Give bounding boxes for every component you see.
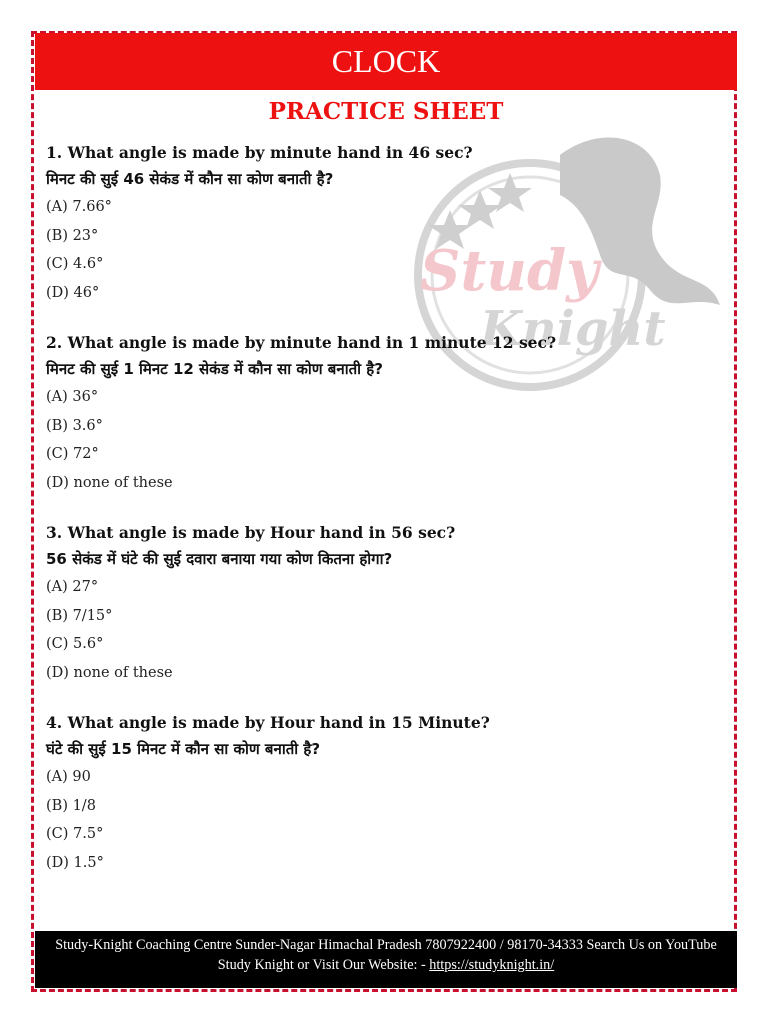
option-d: (D) 46° xyxy=(46,284,100,301)
sheet-subtitle: PRACTICE SHEET xyxy=(268,98,504,125)
footer-text: Study-Knight Coaching Centre Sunder-Nagar Himachal Pradesh 7807922400 / 98170-34333 Search Us on YouTube Study Knight or Visit Our Website: - xyxy=(55,937,717,973)
question-text-en: 2. What angle is made by minute hand in 1 minute 12 sec? xyxy=(46,333,557,352)
questions-list xyxy=(46,140,726,900)
watermark-knight-text: Knight xyxy=(480,301,666,357)
option-a: (A) 27° xyxy=(46,579,99,595)
option-c: (C) 5.6° xyxy=(46,636,104,652)
option-c: (C) 72° xyxy=(46,446,99,462)
watermark-study-text: Study xyxy=(420,238,599,304)
option-d: (D) 1.5° xyxy=(46,854,104,871)
question-text-hi: 56 सेकंड में घंटे की सुई दवारा बनाया गया कोण कितना होगा? xyxy=(46,550,393,568)
question-text-en: 4. What angle is made by Hour hand in 15 Minute? xyxy=(46,713,490,732)
option-c: (C) 7.5° xyxy=(46,826,104,842)
option-b: (B) 7/15° xyxy=(46,607,113,624)
header-bar xyxy=(35,33,737,90)
question-4 xyxy=(46,710,726,877)
question-text-en: 1. What angle is made by minute hand in 46 sec? xyxy=(46,143,473,162)
option-a: (A) 90 xyxy=(46,769,91,785)
option-b: (B) 1/8 xyxy=(46,797,96,814)
question-text-hi: मिनट की सुई 1 मिनट 12 सेकंड में कौन सा कोण बनाती है? xyxy=(46,360,383,378)
option-d: (D) none of these xyxy=(46,474,173,491)
question-text-hi: मिनट की सुई 46 सेकंड में कौन सा कोण बनाती है? xyxy=(46,170,334,188)
website-link[interactable]: https://studyknight.in/ xyxy=(429,957,555,973)
page-title: CLOCK xyxy=(331,43,441,79)
question-text-hi: घंटे की सुई 15 मिनट में कौन सा कोण बनाती है? xyxy=(46,740,321,758)
option-a: (A) 7.66° xyxy=(46,199,112,215)
question-1 xyxy=(46,140,726,307)
option-d: (D) none of these xyxy=(46,664,173,681)
option-a: (A) 36° xyxy=(46,389,99,405)
footer-bar xyxy=(35,931,737,988)
question-3 xyxy=(46,520,726,687)
option-c: (C) 4.6° xyxy=(46,256,104,272)
question-2 xyxy=(46,330,726,497)
option-b: (B) 3.6° xyxy=(46,417,103,434)
option-b: (B) 23° xyxy=(46,227,99,244)
question-text-en: 3. What angle is made by Hour hand in 56 sec? xyxy=(46,523,456,542)
